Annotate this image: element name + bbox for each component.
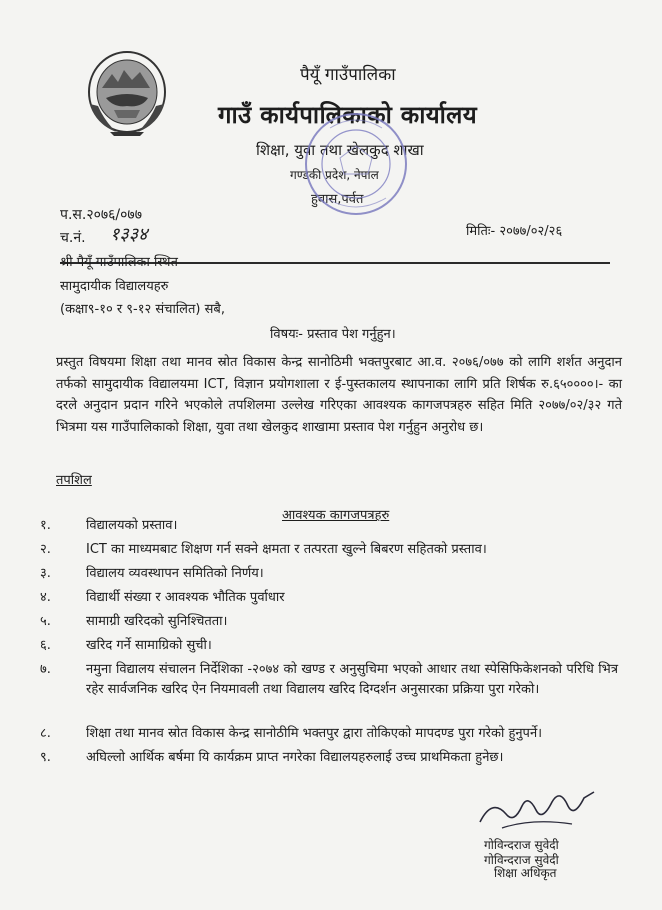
- list-item-text: विद्यालयको प्रस्ताव।: [86, 518, 178, 533]
- list-item-number: ३.: [40, 566, 51, 581]
- dispatch-number: १३३४: [110, 224, 148, 245]
- list-item-number: ८.: [40, 726, 51, 741]
- list-item-text: विद्यालय व्यवस्थापन समितिको निर्णय।: [86, 566, 264, 581]
- list-item-number: ९.: [40, 750, 51, 765]
- branch-name: शिक्षा, युवा तथा खेलकुद शाखा: [256, 141, 424, 159]
- tapasil-label: तपशिल: [56, 473, 92, 488]
- requirements-heading: आवश्यक कागजपत्रहरु: [282, 508, 390, 523]
- list-item-text: नमुना विद्यालय संचालन निर्देशिका -२०७४ को खण्ड र अनुसुचिमा भएको आधार तथा स्पेसिफिकेशनको परिधि भित्र रहेर सार्वजनिक खरिद ऐन नियमावली तथा विद्यालय खरिद दिग्दर्शन अनुसारका प्रक्रिया पुरा गरेको।: [86, 662, 618, 697]
- office-title: गाउँ कार्यपालिकाको कार्यालय: [218, 101, 477, 129]
- office-seal-stamp-icon: [300, 108, 412, 220]
- nepal-emblem-icon: [84, 48, 170, 138]
- signatory-name-stamp: गोविन्दराज सुवेदी: [484, 853, 559, 867]
- dispatch-label: च.नं.: [60, 230, 86, 246]
- letter-date: मितिः- २०७७/०२/२६: [466, 224, 563, 239]
- list-item-number: १.: [40, 518, 51, 533]
- municipality-name: पैयूँ गाउँपालिका: [300, 65, 396, 85]
- subject-line: विषयः- प्रस्ताव पेश गर्नुहुन।: [270, 327, 396, 342]
- addressee-line-1: श्री पैयूँ गाउँपालिका स्थित: [60, 255, 178, 270]
- list-item-text: सामाग्री खरिदको सुनिश्चितता।: [86, 614, 228, 629]
- office-address: गण्डकी प्रदेश, नेपाल: [290, 168, 379, 182]
- list-item-number: ७.: [40, 662, 51, 677]
- body-paragraph: प्रस्तुत विषयमा शिक्षा तथा मानव स्रोत विकास केन्द्र सानोठिमी भक्तपुरबाट आ.व. २०७६/०७७ को लागि शर्शत अनुदान तर्फको सामुदायीक विद्यालयमा ICT, विज्ञान प्रयोगशाला र ई-पुस्तकालय स्थापनाका लागि प्रति शिर्षक रु.६५००००।- का दरले अनुदान प्रदान गरिने भएकोले तपशिलमा उल्लेख गरिएका आवश्यक कागजपत्रहरु सहित मिति २०७७/०२/३२ गते भित्रमा यस गाउँपालिकाको शिक्षा, युवा तथा खेलकुद शाखामा प्रस्ताव पेश गर्नुहुन अनुरोध छ।: [56, 355, 622, 435]
- addressee-line-3: (कक्षा९-१० र ९-१२ संचालित) सबै,: [60, 302, 225, 317]
- office-place: हुवास,पर्वत: [311, 192, 364, 207]
- list-item-number: २.: [40, 542, 51, 557]
- signatory-title: शिक्षा अधिकृत: [494, 866, 557, 880]
- list-item-text: शिक्षा तथा मानव स्रोत विकास केन्द्र सानोठीमि भक्तपुर द्वारा तोकिएको मापदण्ड पुरा गरेको हुनुपर्ने।: [86, 726, 543, 741]
- handwritten-signature-icon: [472, 778, 602, 838]
- list-item-number: ४.: [40, 590, 51, 605]
- list-item-number: ६.: [40, 638, 51, 653]
- addressee-line-2: सामुदायीक विद्यालयहरु: [60, 279, 169, 294]
- list-item-text: अघिल्लो आर्थिक बर्षमा यि कार्यक्रम प्राप्त नगरेका विद्यालयहरुलाई उच्च प्राथमिकता हुनेछ।: [86, 750, 504, 765]
- list-item-text: विद्यार्थी संख्या र आवश्यक भौतिक पुर्वाधार: [86, 590, 285, 605]
- list-item-text: खरिद गर्ने सामाग्रिको सुची।: [86, 638, 212, 653]
- reference-number: प.स.२०७६/०७७: [60, 207, 142, 223]
- list-item-number: ५.: [40, 614, 51, 629]
- list-item-text: ICT का माध्यमबाट शिक्षण गर्न सक्ने क्षमता र तत्परता खुल्ने बिबरण सहितको प्रस्ताव।: [86, 542, 487, 557]
- signatory-name: गोविन्दराज सुवेदी: [484, 838, 559, 852]
